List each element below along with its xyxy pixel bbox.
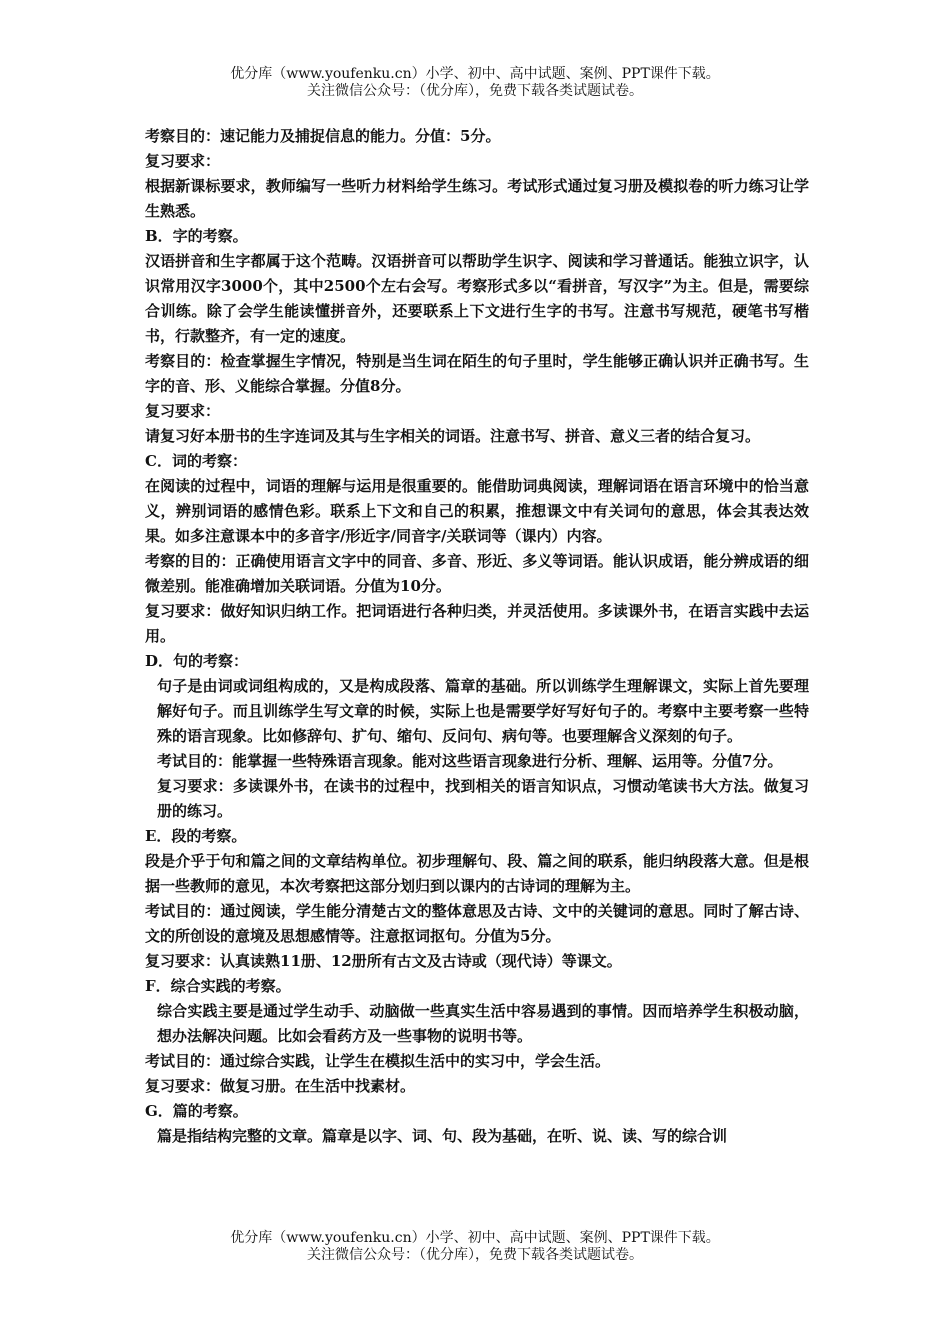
paragraph: 考察目的：检查掌握生字情况，特别是当生词在陌生的句子里时，学生能够正确认识并正确书写。生字的音、形、义能综合掌握。分值8分。 [145, 352, 809, 395]
section-heading: E．段的考察。 [145, 827, 247, 845]
paragraph: 汉语拼音和生字都属于这个范畴。汉语拼音可以帮助学生识字、阅读和学习普通话。能独立识字，认识常用汉字3000个，其中2500个左右会写。考察形式多以“看拼音，写汉字”为主。但是，需要综合训练。除了会学生能读懂拼音外，还要联系上下文进行生字的书写。注意书写规范，硬笔书写楷书，行款整齐，有一定的速度。 [145, 252, 809, 345]
paragraph: 考试目的：通过阅读，学生能分清楚古文的整体意思及古诗、文中的关键词的意思。同时了解古诗、文的所创设的意境及思想感情等。注意抠词抠句。分值为5分。 [145, 902, 809, 945]
paragraph: 复习要求：做好知识归纳工作。把词语进行各种归类，并灵活使用。多读课外书，在语言实践中去运用。 [145, 602, 809, 645]
paragraph: 段是介乎于句和篇之间的文章结构单位。初步理解句、段、篇之间的联系，能归纳段落大意。但是根据一些教师的意见，本次考察把这部分划归到以课内的古诗词的理解为主。 [145, 852, 809, 895]
paragraph: 综合实践主要是通过学生动手、动脑做一些真实生活中容易遇到的事情。因而培养学生积极动脑，想办法解决问题。比如会看药方及一些事物的说明书等。 [157, 1002, 809, 1045]
paragraph: 考试目的：通过综合实践，让学生在模拟生活中的实习中，学会生活。 [145, 1052, 611, 1070]
section-heading: C．词的考察： [145, 452, 247, 470]
section-heading: D．句的考察： [145, 652, 249, 670]
footer-line-2: 关注微信公众号：（优分库），免费下载各类试题试卷。 [307, 1247, 643, 1263]
paragraph: 复习要求： [145, 402, 221, 420]
paragraph: 考试目的：能掌握一些特殊语言现象。能对这些语言现象进行分析、理解、运用等。分值7分。 [157, 752, 783, 770]
document-body [145, 124, 809, 1149]
paragraph: 复习要求：做复习册。在生活中找素材。 [145, 1077, 416, 1095]
page-footer [0, 1230, 950, 1264]
paragraph: 复习要求：认真读熟11册、12册所有古文及古诗或（现代诗）等课文。 [145, 952, 622, 970]
section-heading: B．字的考察。 [145, 227, 248, 245]
paragraph: 在阅读的过程中，词语的理解与运用是很重要的。能借助词典阅读，理解词语在语言环境中的恰当意义，辨别词语的感情色彩。联系上下文和自己的积累，推想课文中有关词句的意思，体会其表达效果。如多注意课本中的多音字/形近字/同音字/关联词等（课内）内容。 [145, 477, 809, 545]
footer-line-1: 优分库（www.youfenku.cn）小学、初中、高中试题、案例、PPT课件下载。 [230, 1230, 720, 1246]
section-heading: G．篇的考察。 [145, 1102, 248, 1120]
page-header [0, 66, 950, 100]
paragraph: 根据新课标要求，教师编写一些听力材料给学生练习。考试形式通过复习册及模拟卷的听力练习让学生熟悉。 [145, 177, 809, 220]
section-heading: F．综合实践的考察。 [145, 977, 291, 995]
paragraph: 考察的目的：正确使用语言文字中的同音、多音、形近、多义等词语。能认识成语，能分辨成语的细微差别。能准确增加关联词语。分值为10分。 [145, 552, 809, 595]
paragraph: 复习要求：多读课外书，在读书的过程中，找到相关的语言知识点，习惯动笔读书大方法。做复习册的练习。 [157, 777, 809, 820]
header-line-2: 关注微信公众号：（优分库），免费下载各类试题试卷。 [307, 83, 643, 99]
paragraph: 句子是由词或词组构成的，又是构成段落、篇章的基础。所以训练学生理解课文，实际上首先要理解好句子。而且训练学生写文章的时候，实际上也是需要学好写好句子的。考察中主要考察一些特殊的语言现象。比如修辞句、扩句、缩句、反问句、病句等。也要理解含义深刻的句子。 [157, 677, 809, 745]
paragraph: 请复习好本册书的生字连词及其与生字相关的词语。注意书写、拼音、意义三者的结合复习。 [145, 427, 761, 445]
paragraph: 复习要求： [145, 152, 221, 170]
paragraph: 篇是指结构完整的文章。篇章是以字、词、句、段为基础，在听、说、读、写的综合训 [157, 1127, 728, 1145]
header-line-1: 优分库（www.youfenku.cn）小学、初中、高中试题、案例、PPT课件下载。 [230, 66, 720, 82]
paragraph: 考察目的：速记能力及捕捉信息的能力。分值：5分。 [145, 127, 501, 145]
